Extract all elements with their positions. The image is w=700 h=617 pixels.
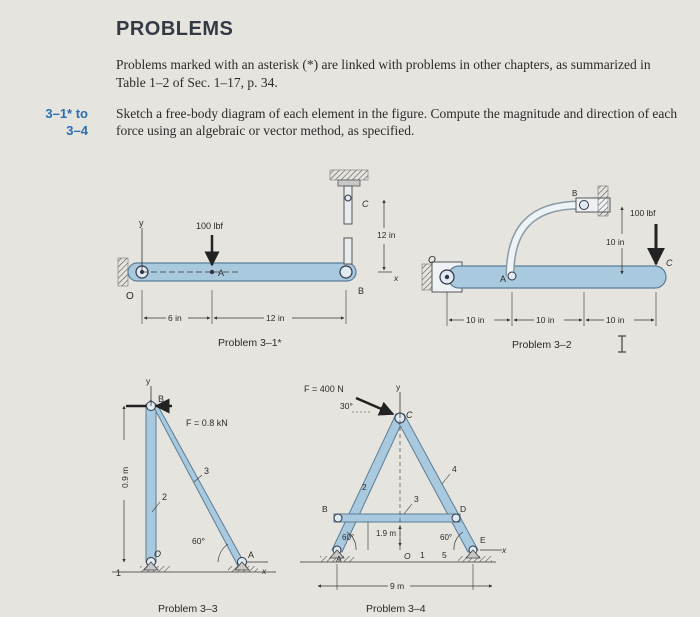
label-b: B bbox=[358, 286, 365, 296]
wall-support bbox=[422, 264, 432, 290]
angle-label: 60° bbox=[192, 536, 205, 546]
ceiling-support bbox=[330, 170, 368, 180]
label-c: C bbox=[406, 410, 413, 420]
label-y: y bbox=[139, 218, 144, 228]
dim-3-label: 10 in bbox=[606, 315, 625, 325]
label-a: A bbox=[248, 550, 255, 560]
label-o: O bbox=[428, 255, 436, 266]
bracket bbox=[338, 180, 360, 186]
pin-b bbox=[580, 201, 589, 210]
caption-3-1: Problem 3–1* bbox=[218, 337, 282, 349]
curved-strut-outline bbox=[510, 205, 580, 276]
member-3-leader bbox=[404, 504, 412, 514]
member-2-label: 2 bbox=[162, 492, 168, 502]
member-5-label: 5 bbox=[442, 550, 447, 560]
label-x: x bbox=[502, 545, 507, 555]
caption-3-3: Problem 3–3 bbox=[158, 603, 218, 615]
label-o: O bbox=[154, 549, 162, 559]
pin-b bbox=[334, 514, 342, 522]
inner-dim-label: 1.9 m bbox=[376, 529, 397, 538]
label-a: A bbox=[500, 274, 507, 284]
force-arrow bbox=[356, 398, 393, 414]
label-y: y bbox=[396, 382, 401, 392]
section-heading: PROBLEMS bbox=[116, 18, 234, 40]
member-3-label: 3 bbox=[204, 466, 210, 476]
member-4-leader bbox=[442, 474, 450, 484]
point-a bbox=[210, 270, 214, 274]
load-label: 100 lbf bbox=[196, 221, 224, 231]
label-y: y bbox=[146, 376, 151, 386]
text-cursor-icon bbox=[618, 336, 626, 352]
angle-right-label: 60° bbox=[440, 533, 453, 542]
label-b: B bbox=[322, 504, 328, 514]
pin-o-center bbox=[445, 275, 449, 279]
label-b: B bbox=[572, 189, 578, 198]
member-4 bbox=[396, 414, 478, 552]
member-1-label: 1 bbox=[116, 568, 122, 578]
label-o: O bbox=[404, 551, 411, 561]
member-3-label: 3 bbox=[414, 494, 419, 504]
figure-problem-3-1 bbox=[118, 170, 399, 349]
member-2-label: 2 bbox=[362, 482, 367, 492]
label-c: C bbox=[362, 199, 369, 209]
label-a: A bbox=[218, 268, 225, 278]
dim-height-label: 0.9 m bbox=[120, 466, 130, 488]
problem-number-line1: 3–1* to bbox=[45, 106, 88, 121]
figure-problem-3-4 bbox=[300, 382, 507, 615]
member-2 bbox=[146, 404, 156, 562]
force-angle-label: 30° bbox=[340, 401, 353, 411]
dim-right-label: 12 in bbox=[266, 313, 285, 323]
caption-3-2: Problem 3–2 bbox=[512, 339, 572, 351]
dim-left-label: 6 in bbox=[168, 313, 182, 323]
caption-3-4: Problem 3–4 bbox=[366, 603, 426, 615]
label-e: E bbox=[480, 535, 486, 545]
pin-d bbox=[452, 514, 460, 522]
intro-paragraph: Problems marked with an asterisk (*) are linked with problems in other chapters, as summarized in Table 1–2 of Sec. 1–17, p. 34. bbox=[116, 57, 651, 90]
problem-statement: Sketch a free-body diagram of each element in the figure. Compute the magnitude and direction of each force using an algebraic or vector method, as specified. bbox=[116, 106, 678, 138]
figure-problem-3-3 bbox=[112, 376, 276, 615]
dim-1-label: 10 in bbox=[466, 315, 485, 325]
support-b-wall bbox=[598, 186, 608, 216]
dim-vertical-label: 10 in bbox=[606, 237, 625, 247]
label-x: x bbox=[262, 566, 267, 576]
label-o: O bbox=[126, 291, 134, 302]
load-label: 100 lbf bbox=[630, 208, 656, 218]
angle-arc bbox=[218, 544, 228, 562]
pin-c bbox=[345, 195, 351, 201]
force-label: F = 400 N bbox=[304, 384, 344, 394]
dim-vertical-label: 12 in bbox=[377, 230, 396, 240]
dim-2-label: 10 in bbox=[536, 315, 555, 325]
label-x: x bbox=[394, 273, 399, 283]
figure-problem-3-2 bbox=[422, 186, 673, 352]
rod-lower bbox=[344, 238, 352, 264]
force-label: F = 0.8 kN bbox=[186, 418, 228, 428]
label-d: D bbox=[460, 504, 467, 514]
label-a: A bbox=[336, 554, 342, 564]
pin-a bbox=[508, 272, 516, 280]
span-label: 9 m bbox=[390, 581, 405, 591]
member-4-label: 4 bbox=[452, 464, 457, 474]
wall-support bbox=[118, 258, 128, 286]
label-b: B bbox=[158, 394, 165, 404]
pin-b bbox=[340, 266, 352, 278]
problem-number-line2: 3–4 bbox=[66, 123, 88, 138]
beam bbox=[448, 266, 666, 288]
member-3 bbox=[334, 514, 460, 522]
member-1-label: 1 bbox=[420, 550, 425, 560]
rod-upper bbox=[344, 186, 352, 224]
angle-left-label: 60° bbox=[342, 533, 355, 542]
label-c: C bbox=[666, 258, 673, 268]
